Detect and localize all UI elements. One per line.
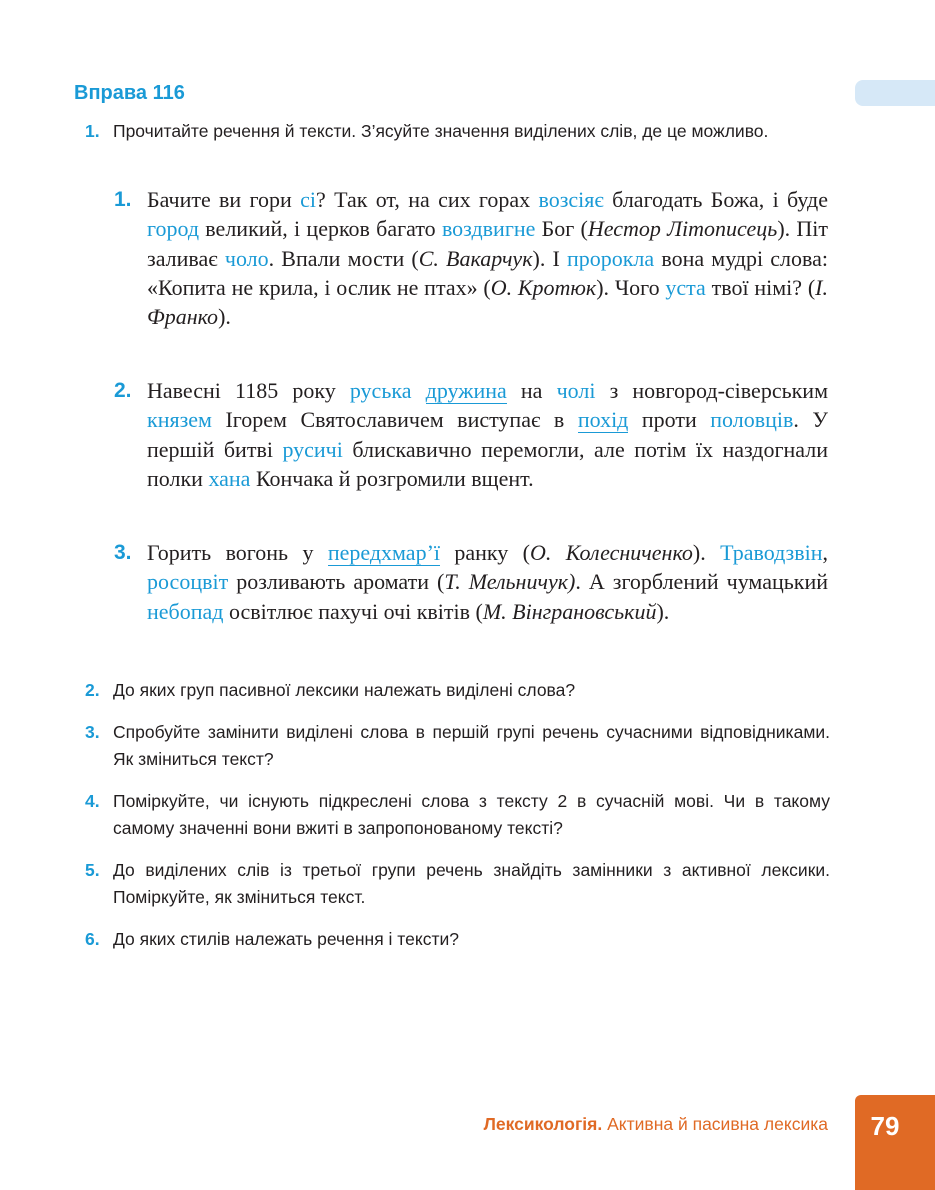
- text-fragment: Ігорем Святославичем виступає в: [211, 407, 578, 433]
- footer-topic: Активна й пасивна лексика: [607, 1114, 828, 1134]
- task-number: 6.: [85, 929, 100, 949]
- underlined-word: дружина: [425, 378, 507, 403]
- page-number-badge: [855, 1095, 935, 1190]
- highlighted-word: сі: [300, 187, 316, 212]
- task-number: 2.: [85, 680, 100, 700]
- author-name: Т. Мельничук): [444, 569, 576, 595]
- text-fragment: розливають аромати (: [228, 569, 445, 595]
- highlighted-word: воздвигне: [441, 216, 536, 242]
- text-fragment: твої німі? (: [705, 274, 816, 300]
- text-passage: [114, 185, 828, 331]
- text-fragment: з новгород-сіверським: [595, 378, 829, 403]
- task-2: [85, 677, 830, 704]
- text-fragment: ). Чого: [596, 274, 666, 300]
- task-5: [85, 857, 830, 911]
- page-tab-marker: [855, 80, 935, 106]
- author-name: О. Кротюк: [490, 274, 597, 300]
- highlighted-word: князем: [147, 407, 212, 433]
- text-passage: [114, 538, 828, 626]
- text-fragment: ). І: [532, 245, 567, 271]
- text-passage: [114, 376, 828, 493]
- task-number: 5.: [85, 860, 100, 880]
- task-text: Спробуйте замінити виділені слова в першій групі речень сучасними відповідниками. Як зміниться текст?: [113, 722, 830, 769]
- task-text: До яких стилів належать речення і тексти?: [113, 929, 459, 949]
- author-name: О. Колесниченко: [530, 540, 693, 565]
- text-fragment: проти: [628, 407, 711, 433]
- text-fragment: освітлює пахучі очі квітів (: [223, 598, 483, 624]
- text-fragment: Навесні 1185 року: [147, 378, 350, 403]
- passage-number: 1.: [114, 188, 132, 211]
- highlighted-word: уста: [665, 274, 706, 300]
- footer-section: Лексикологія.: [483, 1114, 603, 1134]
- task-6: [85, 926, 830, 953]
- author-name: І. Франко: [147, 274, 828, 330]
- underlined-word: передхмар’ї: [327, 540, 441, 565]
- highlighted-word: русичі: [282, 436, 343, 462]
- highlighted-word: возсіяє: [538, 187, 604, 212]
- text-fragment: . У першій битві: [147, 407, 828, 462]
- task-1: [85, 118, 830, 145]
- highlighted-word: хана: [208, 465, 251, 491]
- text-fragment: ).: [692, 540, 721, 565]
- page-number: 79: [870, 1111, 900, 1141]
- task-number: 1.: [85, 121, 100, 141]
- text-fragment: благодать Божа, і буде: [603, 187, 828, 212]
- passage-text: [147, 185, 828, 331]
- passage-number: 3.: [114, 541, 132, 564]
- task-text: Прочитайте речення й тексти. З’ясуйте значення виділених слів, де це можливо.: [113, 121, 769, 141]
- text-fragment: Бог (: [535, 216, 588, 242]
- task-text: Поміркуйте, чи існують підкреслені слова з тексту 2 в сучасній мові. Чи в такому самому значенні вони вжиті в запропонованому тексті?: [113, 791, 830, 838]
- highlighted-word: чоло: [224, 245, 269, 271]
- highlighted-word: чолі: [556, 378, 596, 403]
- text-fragment: ). Піт заливає: [147, 216, 829, 271]
- text-fragment: [411, 378, 425, 403]
- author-name: С. Вакарчук: [418, 245, 533, 271]
- text-fragment: Кончака й розгромили вщент.: [250, 465, 534, 491]
- highlighted-word: росоцвіт: [147, 569, 229, 595]
- exercise-title: Вправа 116: [74, 82, 185, 104]
- text-fragment: блискавично перемогли, але потім їх наздогнали полки: [147, 436, 828, 491]
- task-text: До яких груп пасивної лексики належать виділені слова?: [113, 680, 576, 700]
- task-number: 4.: [85, 791, 100, 811]
- text-fragment: ? Так от, на сих горах: [315, 187, 539, 212]
- highlighted-word: город: [147, 216, 200, 242]
- underlined-word: похід: [577, 407, 629, 433]
- task-3: [85, 719, 830, 773]
- text-fragment: Горить вогонь у: [147, 540, 328, 565]
- task-number: 3.: [85, 722, 100, 742]
- task-4: [85, 788, 830, 842]
- passage-number: 2.: [114, 379, 132, 402]
- author-name: Нестор Літописець: [587, 216, 778, 242]
- highlighted-word: руська: [349, 378, 412, 403]
- task-text: До виділених слів із третьої групи речень знайдіть замінники з активної лексики. Поміркуйте, як зміниться текст.: [113, 860, 830, 907]
- highlighted-word: половців: [710, 407, 794, 433]
- text-fragment: . А згорблений чумацький: [575, 569, 829, 595]
- text-fragment: великий, і церков багато: [199, 216, 442, 242]
- text-fragment: вона мудрі слова: «Копита не крила, і ослик не птах» (: [147, 245, 828, 300]
- highlighted-word: небопад: [147, 598, 224, 624]
- running-footer: [484, 1114, 828, 1135]
- text-fragment: ).: [656, 598, 670, 624]
- text-fragment: на: [506, 378, 557, 403]
- author-name: М. Вінграновський: [482, 598, 657, 624]
- highlighted-word: пророкла: [566, 245, 655, 271]
- text-fragment: Бачите ви гори: [147, 187, 301, 212]
- text-fragment: . Впали мости (: [268, 245, 419, 271]
- highlighted-word: Траводзвін: [720, 540, 823, 565]
- text-fragment: ).: [218, 304, 231, 330]
- text-fragment: ранку (: [440, 540, 530, 565]
- passage-text: [147, 376, 828, 493]
- text-fragment: ,: [822, 540, 829, 565]
- passage-text: [147, 538, 828, 626]
